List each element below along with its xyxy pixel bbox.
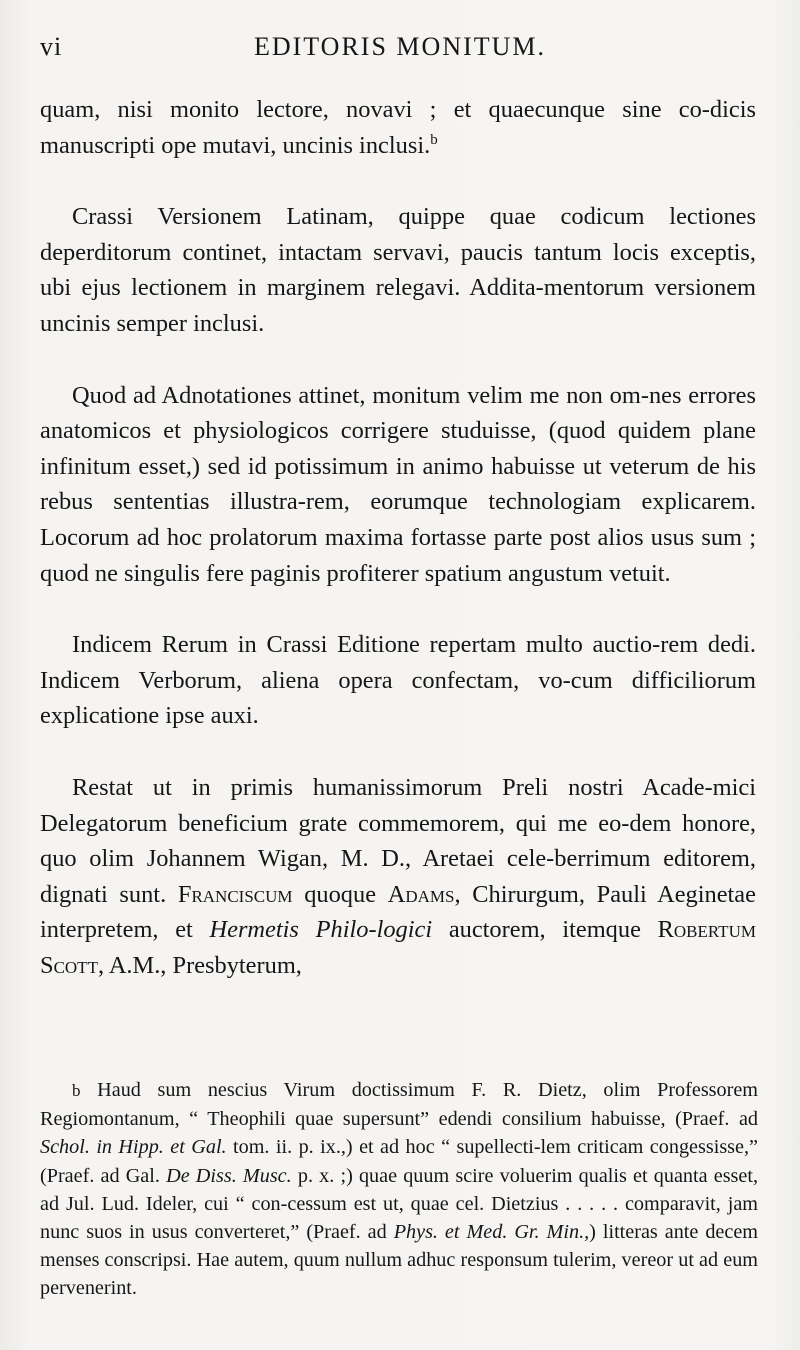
paragraph-4: Indicem Rerum in Crassi Editione repertam multo auctio-rem dedi. Indicem Verborum, aliena opera confectam, vo-cum difficiliorum explicatione ipse auxi. [40,631,756,730]
name-adams: Adams, [387,880,461,908]
paragraph-1-text: quam, nisi monito lectore, novavi ; et quaecunque sine co-dicis manuscripti ope mutavi, uncinis inclusi. [40,96,756,159]
page-number: vi [40,32,63,61]
footnote-text-4: ) litteras ante decem menses conscripsi. Hae autem, quum nullum adhuc responsum tulerim, vereor ut ad eum pervenerint. [40,1221,759,1300]
footnote-reference[interactable]: b [430,131,438,148]
paragraph-5-text-e: A.M., Presbyterum, [108,951,302,979]
paragraph-2: Crassi Versionem Latinam, quippe quae codicum lectiones deperditorum continet, intactam servavi, paucis tantum locis exceptis, ubi ejus lectionem in marginem relegavi. Addita-mentorum versionem uncinis semper inclusi. [40,203,756,337]
footnote-citation-3: Phys. et Med. Gr. Min., [393,1221,590,1244]
footnote-text-1: Haud sum nescius Virum doctissimum F. R. Dietz, olim Professorem Regiomontanum, “ Theophili quae supersunt” edendi consilium habuisse, (Praef. ad [40,1079,759,1131]
paragraph-5-text-c: Chirurgum, Pauli Aeginetae interpretem, et [40,880,756,944]
footnote-mark: b [72,1081,81,1100]
paragraph-3: Quod ad Adnotationes attinet, monitum velim me non om-nes errores anatomicos et physiologicos corrigere studuisse, (quod quidem plane infinitum esset,) sed id potissimum in animo habuisse ut veterum de his rebus sententias illustra-rem, eorumque technologiam explicarem. Locorum ad hoc prolatorum maxima fortasse parte post alios usus sum ; quod ne singulis fere paginis profiterer spatium angustum vetuit. [40,381,756,587]
footnote-citation-1: Schol. in Hipp. et Gal. [40,1136,227,1159]
footnote-text-2: tom. ii. p. ix.,) et ad hoc “ supellecti-lem criticam congessisse,” (Praef. ad Gal. [40,1136,758,1187]
paragraph-1 [40,92,756,163]
footnote-citation-2: De Diss. Musc. [166,1164,292,1187]
title-hermetis: Hermetis Philo-logici [209,916,433,944]
paragraph-5-text-d: auctorem, itemque [448,916,641,944]
name-franciscum: Franciscum [177,880,293,908]
page-body [40,92,756,983]
running-head: EDITORIS MONITUM. [253,32,547,61]
paragraph-5-text-a: Restat ut in primis humanissimorum Preli nostri Acade-mici Delegatorum beneficium grate commemorem, qui me eo-dem honore, quo olim Johannem Wigan, M. D., Aretaei cele-berrimum editorem, dignati sunt. [40,773,756,908]
paragraph-5-text-b: quoque [304,880,377,908]
page-header [40,28,760,68]
name-robertum-scott: Robertum Scott, [40,916,756,979]
footnote-text-3: p. x. ;) quae quum scire voluerim qualis et quanta esset, ad Jul. Lud. Ideler, cui “ con-cessum est ut, quae cel. Dietzius . . . . . comparavit, jam nunc suos in usus converteret,” (Praef. ad [40,1164,759,1244]
footnote [40,1076,758,1303]
paragraph-5 [40,770,756,984]
